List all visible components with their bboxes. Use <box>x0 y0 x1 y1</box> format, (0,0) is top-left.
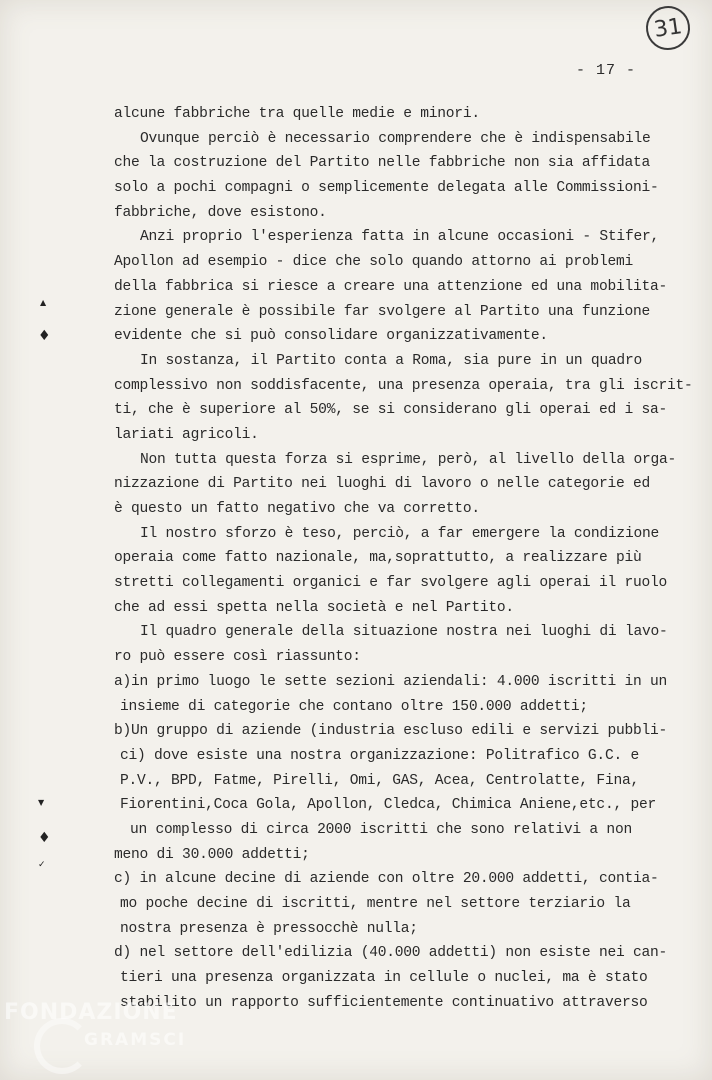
text-line: ci) dove esiste una nostra organizzazione: Politrafico G.C. e <box>120 747 639 764</box>
text-line: che la costruzione del Partito nelle fabbriche non sia affidata <box>114 155 650 172</box>
text-line: fabbriche, dove esistono. <box>114 204 327 221</box>
margin-mark: ♦ <box>38 328 51 344</box>
text-line: solo a pochi compagni o semplicemente delegata alle Commissioni- <box>114 180 659 197</box>
text-line: nizzazione di Partito nei luoghi di lavoro o nelle categorie ed <box>114 476 650 493</box>
text-line: P.V., BPD, Fatme, Pirelli, Omi, GAS, Acea, Centrolatte, Fina, <box>120 772 639 789</box>
text-line: nostra presenza è pressocchè nulla; <box>120 920 418 937</box>
margin-mark-icon: ✓ <box>38 860 46 870</box>
list-item: a)in primo luogo le sette sezioni aziendali: 4.000 iscritti in un <box>114 673 667 690</box>
list-item: d) nel settore dell'edilizia (40.000 addetti) non esiste nei can- <box>114 945 667 962</box>
text-line: ro può essere così riassunto: <box>114 649 361 666</box>
text-line: complessivo non soddisfacente, una presenza operaia, tra gli iscrit- <box>114 377 693 394</box>
archive-number-stamp: 31 <box>643 3 693 53</box>
document-body <box>114 102 693 1015</box>
margin-mark-icon: ▲ <box>40 298 47 307</box>
text-line: stretti collegamenti organici e far svolgere agli operai il ruolo <box>114 575 667 592</box>
text-line: Anzi proprio l'esperienza fatta in alcune occasioni - Stifer, <box>140 229 659 246</box>
gramsci-logo-icon <box>34 1018 90 1074</box>
text-line: Ovunque perciò è necessario comprendere che è indispensabile <box>140 130 651 147</box>
text-line: meno di 30.000 addetti; <box>114 846 310 863</box>
text-line: Non tutta questa forza si esprime, però, al livello della orga- <box>140 451 676 468</box>
margin-mark-icon: ▼ <box>38 798 45 807</box>
text-line: lariati agricoli. <box>114 426 259 443</box>
text-line: Apollon ad esempio - dice che solo quando attorno ai problemi <box>114 254 633 271</box>
text-line: un complesso di circa 2000 iscritti che sono relativi a non <box>130 821 632 838</box>
text-line: Il nostro sforzo è teso, perciò, a far emergere la condizione <box>140 525 659 542</box>
text-line: zione generale è possibile far svolgere al Partito una funzione <box>114 303 650 320</box>
text-line: insieme di categorie che contano oltre 150.000 addetti; <box>120 698 588 715</box>
margin-mark: ♦ <box>38 830 51 846</box>
list-item: b)Un gruppo di aziende (industria escluso edili e servizi pubbli- <box>114 723 667 740</box>
text-line: stabilito un rapporto sufficientemente continuativo attraverso <box>120 994 648 1011</box>
watermark-line2: GRAMSCI <box>84 1030 187 1050</box>
text-line: è questo un fatto negativo che va corretto. <box>114 501 480 517</box>
text-line: alcune fabbriche tra quelle medie e minori. <box>114 106 480 122</box>
text-line: evidente che si può consolidare organizzativamente. <box>114 328 548 345</box>
text-line: tieri una presenza organizzata in cellule o nuclei, ma è stato <box>120 970 648 987</box>
list-item: c) in alcune decine di aziende con oltre 20.000 addetti, contia- <box>114 871 659 888</box>
watermark-line1: FONDAZIONE <box>4 1000 178 1025</box>
page-number: - 17 - <box>576 62 637 79</box>
text-line: mo poche decine di iscritti, mentre nel settore terziario la <box>120 896 631 912</box>
text-line: della fabbrica si riesce a creare una attenzione ed una mobilita- <box>114 278 667 295</box>
text-line: ti, che è superiore al 50%, se si considerano gli operai ed i sa- <box>114 402 667 419</box>
fondazione-gramsci-watermark <box>4 996 204 1066</box>
text-line: che ad essi spetta nella società e nel Partito. <box>114 599 514 616</box>
text-line: In sostanza, il Partito conta a Roma, sia pure in un quadro <box>140 352 642 369</box>
text-line: Fiorentini,Coca Gola, Apollon, Cledca, Chimica Aniene,etc., per <box>120 797 656 814</box>
text-line: Il quadro generale della situazione nostra nei luoghi di lavo- <box>140 624 668 641</box>
text-line: operaia come fatto nazionale, ma,soprattutto, a realizzare più <box>114 550 642 567</box>
